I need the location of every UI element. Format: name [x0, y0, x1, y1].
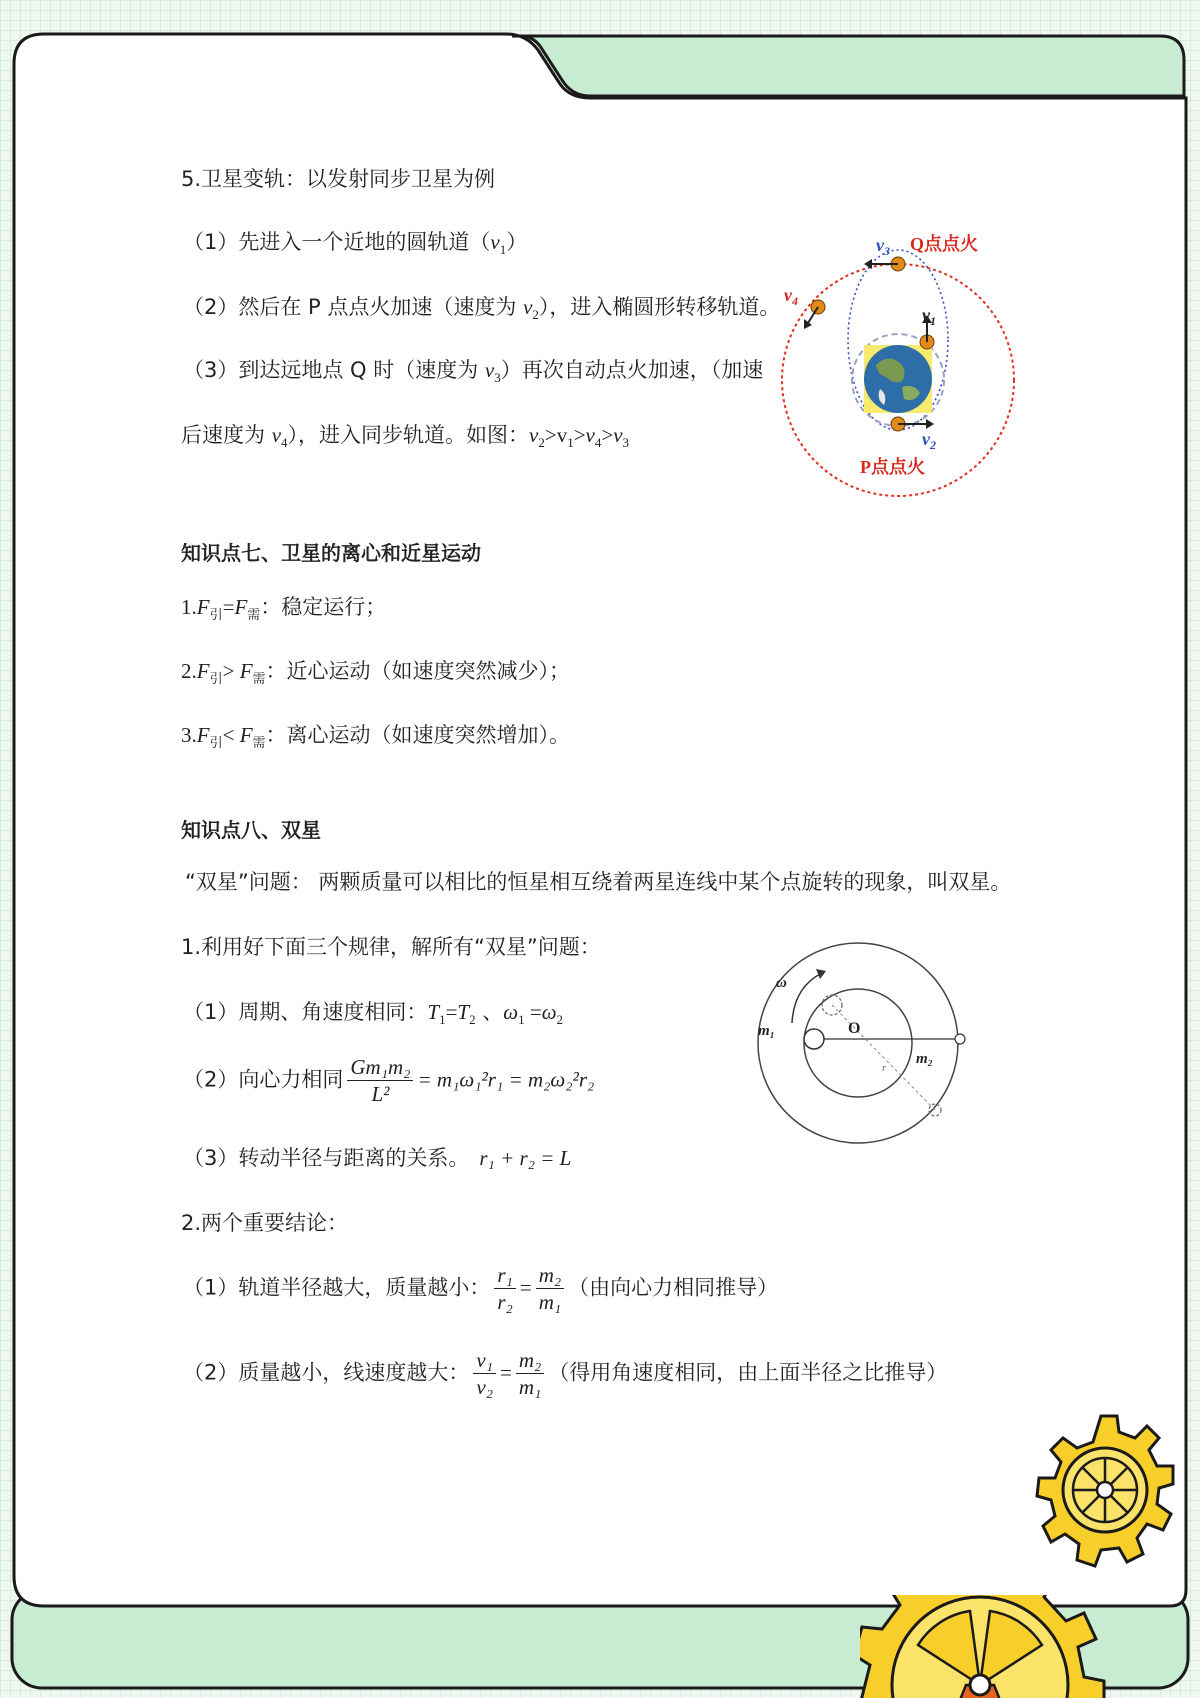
sec5-title: 5.卫星变轨：以发射同步卫星为例 [181, 167, 496, 191]
m1-label: m₁ [758, 1023, 775, 1039]
mass-ratio-2: $\frac{\text{m₂}}{\text{m₁}}$ [516, 1347, 544, 1400]
binary-star-diagram [750, 935, 970, 1155]
sec5-step3-continued: 后速度为 $v_4$），进入同步轨道。如图：$v_2>v_1>v_4>v_3$ [181, 423, 630, 451]
star-m1 [804, 1029, 824, 1049]
sec5-step3: （3）到达远地点 Q 时（速度为 $v_3$）再次自动点火加速，（加速 [183, 358, 764, 386]
sec8-rule2: （2）向心力相同 $\frac{\text{Gm₁m₂}}{\text{L²}}$ = m₁ω₁²r₁ = m₂ω₂²r₂ [183, 1055, 595, 1106]
p-fire-label: P点点火 [860, 457, 925, 477]
q-fire-label: Q点点火 [910, 234, 979, 254]
v2-label: $v_2$ [922, 429, 936, 452]
omega-label: ω [776, 975, 787, 991]
sec8-rule3: （3）转动半径与距离的关系。 r₁ + r₂ = L [183, 1146, 572, 1170]
sec7-item1: $1.F_引=F_需$：稳定运行； [181, 595, 387, 624]
sec5-step1: （1）先进入一个近地的圆轨道$(v_1)$ [183, 230, 528, 258]
r-label: r [882, 1062, 887, 1074]
sec8-conclusion-title: 2.两个重要结论： [181, 1211, 349, 1235]
mass-ratio: $\frac{\text{m₂}}{\text{m₁}}$ [536, 1262, 564, 1315]
sec7-item3: $3.F_引< F_需$：离心运动（如速度突然增加）。 [181, 723, 571, 752]
m2-label: m₂ [916, 1051, 933, 1067]
sec8-intro: “双星”问题： 两颗质量可以相比的恒星相互绕着两星连线中某个点旋转的现象，叫双星。 [185, 870, 1012, 894]
sec8-heading: 知识点八、双星 [181, 818, 321, 842]
gear-decoration-large [860, 1595, 1160, 1698]
speed-inequality: $v_2>v_1>v_4>v_3$ [529, 423, 630, 451]
orbit-transfer-diagram [780, 225, 1030, 505]
sec8-conclusion2: （2）质量越小，线速度越大： $\frac{\text{v₁}}{\text{v₂}}$ = $\frac{\text{m₂}}{\text{m₁}}$ （得用角速度相同，由上面半径之比推导） [183, 1348, 948, 1399]
sec7-heading: 知识点七、卫星的离心和近星运动 [181, 541, 481, 565]
gear-decoration-small [1035, 1410, 1175, 1585]
center-o-label: O [848, 1020, 861, 1037]
centripetal-fraction: $\frac{\text{Gm₁m₂}}{\text{L²}}$ [347, 1054, 413, 1107]
sec8-conclusion1: （1）轨道半径越大，质量越小： $\frac{\text{r₁}}{\text{r₂}}$ = $\frac{\text{m₂}}{\text{m₁}}$ （由向心力相同推导） [183, 1263, 779, 1314]
v1-label: $v_1$ [922, 305, 936, 328]
sec7-item2: $2.F_引> F_需$：近心运动（如速度突然减少）； [181, 659, 571, 688]
sec5-step2: （2）然后在 P 点点火加速（速度为 $v_2$），进入椭圆形转移轨道。 [183, 295, 781, 323]
star-m2 [955, 1034, 965, 1044]
v3-label: $v_3$ [876, 235, 890, 258]
radius-ratio: $\frac{\text{r₁}}{\text{r₂}}$ [494, 1262, 515, 1315]
v4-label: $v_4$ [784, 285, 798, 308]
sec8-rule1: （1）周期、角速度相同：$T_1=T_2$ 、$\omega_1 =\omega_2$ [183, 1000, 564, 1028]
velocity-ratio: $\frac{\text{v₁}}{\text{v₂}}$ [473, 1347, 496, 1400]
sec8-rule-title: 1.利用好下面三个规律，解所有“双星”问题： [181, 935, 601, 959]
